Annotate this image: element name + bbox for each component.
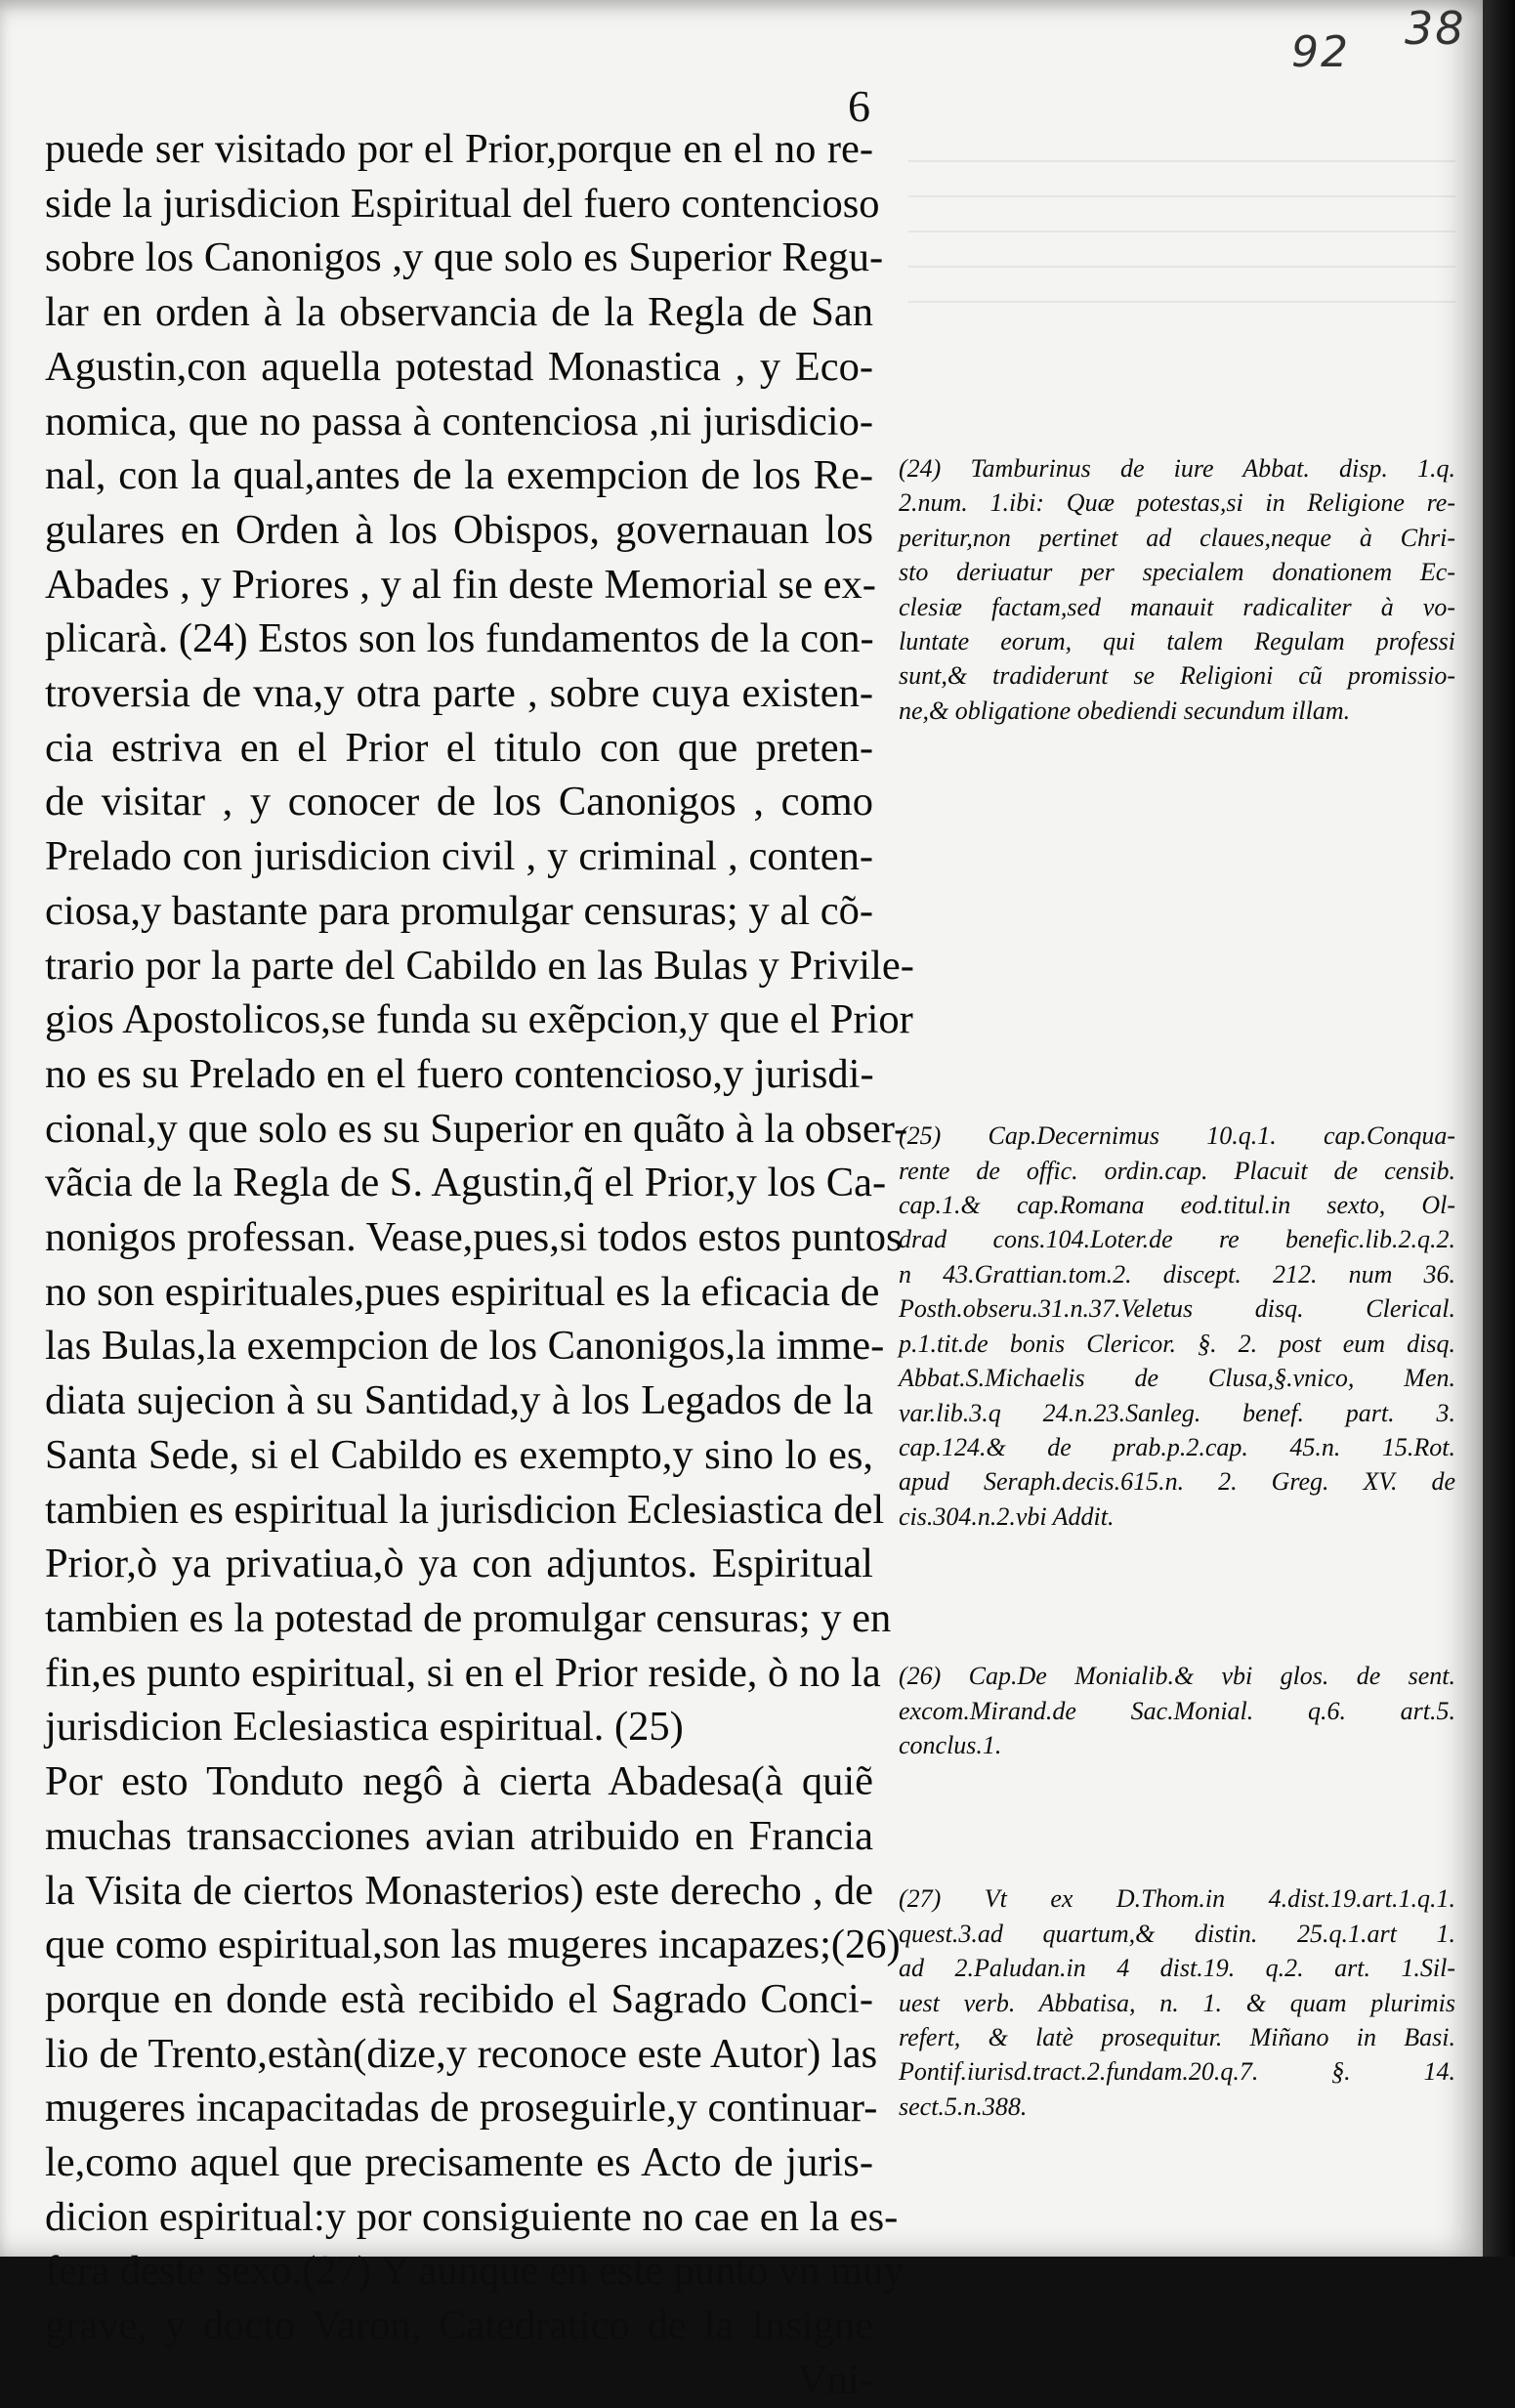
main-text-line: cia estriva en el Prior el titulo con que preten- — [45, 724, 873, 771]
main-text-line: le,como aquel que precisamente es Acto de juris- — [45, 2139, 873, 2186]
main-text-line: plicarà. (24) Estos son los fundamentos de la con- — [45, 615, 874, 662]
note-line: var.lib.3.q 24.n.23.Sanleg. benef. part. 3. — [899, 1398, 1455, 1427]
main-text-line: no son espirituales,pues espiritual es la eficacia de — [45, 1268, 880, 1315]
main-text-line: tambien es espiritual la jurisdicion Eclesiastica del — [45, 1486, 885, 1533]
main-text-line: lio de Trento,estàn(dize,y reconoce este Autor) las — [45, 2030, 878, 2077]
main-text-line: Abades , y Priores , y al fin deste Memorial se ex- — [45, 561, 876, 608]
note-line: cap.124.& de prab.p.2.cap. 45.n. 15.Rot. — [899, 1432, 1455, 1461]
main-text-line: lar en orden à la observancia de la Regla de San — [45, 289, 873, 336]
note-line: refert, & latè prosequitur. Miñano in Basi. — [899, 2022, 1455, 2051]
note-line: n 43.Grattian.tom.2. discept. 212. num 36. — [899, 1259, 1455, 1288]
main-text-line: ciosa,y bastante para promulgar censuras; y al cõ- — [45, 887, 873, 934]
page-edge-shadow — [1483, 0, 1515, 2257]
folio-number-pencil: 38 — [1405, 2, 1466, 55]
note-line: sto deriuatur per specialem donationem Ec- — [899, 558, 1455, 587]
note-line: Pontif.iurisd.tract.2.fundam.20.q.7. §. 14. — [899, 2057, 1455, 2087]
note-line: p.1.tit.de bonis Clericor. §. 2. post eum disq. — [899, 1329, 1455, 1358]
note-line: luntate eorum, qui talem Regulam professi — [899, 627, 1455, 656]
main-text-line: porque en donde està recibido el Sagrado Conci- — [45, 1975, 873, 2022]
main-text-line: de visitar , y conocer de los Canonigos , como — [45, 779, 873, 825]
main-text-line: Agustin,con aquella potestad Monastica , y Eco- — [45, 343, 873, 390]
main-text-line: nal, con la qual,antes de la exempcion de los Re- — [45, 452, 873, 499]
catchword: Vni- — [797, 2356, 873, 2403]
main-text-line: sobre los Canonigos ,y que solo es Superior Regu- — [45, 234, 884, 281]
note-line: (24) Tamburinus de iure Abbat. disp. 1.q. — [899, 454, 1455, 483]
main-text-line: dicion espiritual:y por consiguiente no cae en la es- — [45, 2193, 899, 2240]
main-text-line: vãcia de la Regla de S. Agustin,q̃ el Prior,y los Ca- — [45, 1160, 887, 1206]
main-text-line: diata sujecion à su Santidad,y à los Legados de la — [45, 1377, 873, 1424]
main-text-line: fera deste sexo.(27) Y aunque en este punto vn muy — [45, 2248, 905, 2295]
note-line: apud Seraph.decis.615.n. 2. Greg. XV. de — [899, 1467, 1455, 1497]
note-line: 2.num. 1.ibi: Quæ potestas,si in Religione re- — [899, 488, 1455, 518]
main-text-line: Santa Sede, si el Cabildo es exempto,y sino lo es, — [45, 1431, 873, 1478]
note-line: (27) Vt ex D.Thom.in 4.dist.19.art.1.q.1. — [899, 1884, 1455, 1914]
main-text-line: Por esto Tonduto negô à cierta Abadesa(à quiẽ — [45, 1758, 873, 1805]
main-text-line: puede ser visitado por el Prior,porque en el no re- — [45, 126, 873, 172]
marginal-notes — [899, 451, 1455, 2124]
page-number: 6 — [848, 81, 870, 131]
folio-number-ink: 92 — [1291, 27, 1350, 77]
note-line: ne,& obligatione obediendi secundum illam. — [899, 696, 1351, 725]
note-line: cap.1.& cap.Romana eod.titul.in sexto, Ol- — [899, 1191, 1455, 1220]
main-text-line: jurisdicion Eclesiastica espiritual. (25) — [45, 1704, 684, 1751]
main-text-line: tambien es la potestad de promulgar censuras; y en — [45, 1594, 892, 1641]
main-text-line: Prior,ò ya privatiua,ò ya con adjuntos. Espiritual — [45, 1541, 873, 1587]
main-text-line: trario por la parte del Cabildo en las Bulas y Privile- — [45, 942, 914, 989]
note-line: uest verb. Abbatisa, n. 1. & quam plurimis — [899, 1988, 1455, 2017]
main-text-line: mugeres incapacitadas de proseguirle,y continuar- — [45, 2085, 878, 2132]
note-line: (26) Cap.De Monialib.& vbi glos. de sent. — [899, 1662, 1455, 1691]
main-text-line: fin,es punto espiritual, si en el Prior reside, ò no la — [45, 1649, 881, 1696]
note-line: clesiæ factam,sed manauit radicaliter à vo- — [899, 592, 1455, 621]
note-line: excom.Mirand.de Sac.Monial. q.6. art.5. — [899, 1696, 1455, 1725]
main-text-line: grave, y docto Varon, Catedratico de la Insigne — [45, 2302, 873, 2349]
note-line: sect.5.n.388. — [899, 2091, 1028, 2121]
note-line: Posth.obseru.31.n.37.Veletus disq. Clerical. — [899, 1294, 1455, 1324]
main-text-line: Prelado con jurisdicion civil , y criminal , conten- — [45, 833, 873, 880]
note-line: conclus.1. — [899, 1730, 1002, 1759]
main-text-line: no es su Prelado en el fuero contencioso,y jurisdi- — [45, 1050, 874, 1097]
main-text-line: troversia de vna,y otra parte , sobre cuya existen- — [45, 670, 873, 717]
note-line: sunt,& tradiderunt se Religioni cũ promissio- — [899, 661, 1455, 691]
note-line: cis.304.n.2.vbi Addit. — [899, 1501, 1115, 1531]
bleed-through-decoration — [908, 127, 1455, 440]
main-text-line: que como espiritual,son las mugeres incapazes;(26) — [45, 1922, 901, 1968]
note-line: drad cons.104.Loter.de re benefic.lib.2.q.2. — [899, 1225, 1455, 1254]
main-text-line: cional,y que solo es su Superior en quãto à la obser- — [45, 1105, 908, 1152]
main-text-line: la Visita de ciertos Monasterios) este derecho , de — [45, 1867, 873, 1914]
note-line: peritur,non pertinet ad claues,neque à Chri- — [899, 523, 1455, 552]
main-text-line: las Bulas,la exempcion de los Canonigos,la imme- — [45, 1323, 885, 1370]
note-line: ad 2.Paludan.in 4 dist.19. q.2. art. 1.Sil- — [899, 1954, 1455, 1983]
main-text-line: nonigos professan. Vease,pues,si todos estos puntos — [45, 1214, 903, 1261]
note-line: (25) Cap.Decernimus 10.q.1. cap.Conqua- — [899, 1121, 1455, 1151]
main-text-column — [45, 122, 914, 2408]
main-text-line: side la jurisdicion Espiritual del fuero contencioso — [45, 180, 880, 227]
marginal-note — [899, 1881, 1455, 2124]
marginal-note — [899, 1119, 1455, 1534]
marginal-note — [899, 1659, 1455, 1762]
note-line: quest.3.ad quartum,& distin. 25.q.1.art 1. — [899, 1919, 1455, 1948]
main-text-line: gios Apostolicos,se funda su exẽpcion,y que el Prior — [45, 996, 913, 1043]
marginal-note — [899, 451, 1455, 728]
note-line: rente de offic. ordin.cap. Placuit de censib. — [899, 1156, 1455, 1185]
main-text-line: muchas transacciones avian atribuido en Francia — [45, 1812, 873, 1859]
main-text-line: nomica, que no passa à contenciosa ,ni jurisdicio- — [45, 398, 873, 444]
note-line: Abbat.S.Michaelis de Clusa,§.vnico, Men. — [899, 1364, 1455, 1393]
main-text-line: gulares en Orden à los Obispos, governauan los — [45, 506, 873, 553]
